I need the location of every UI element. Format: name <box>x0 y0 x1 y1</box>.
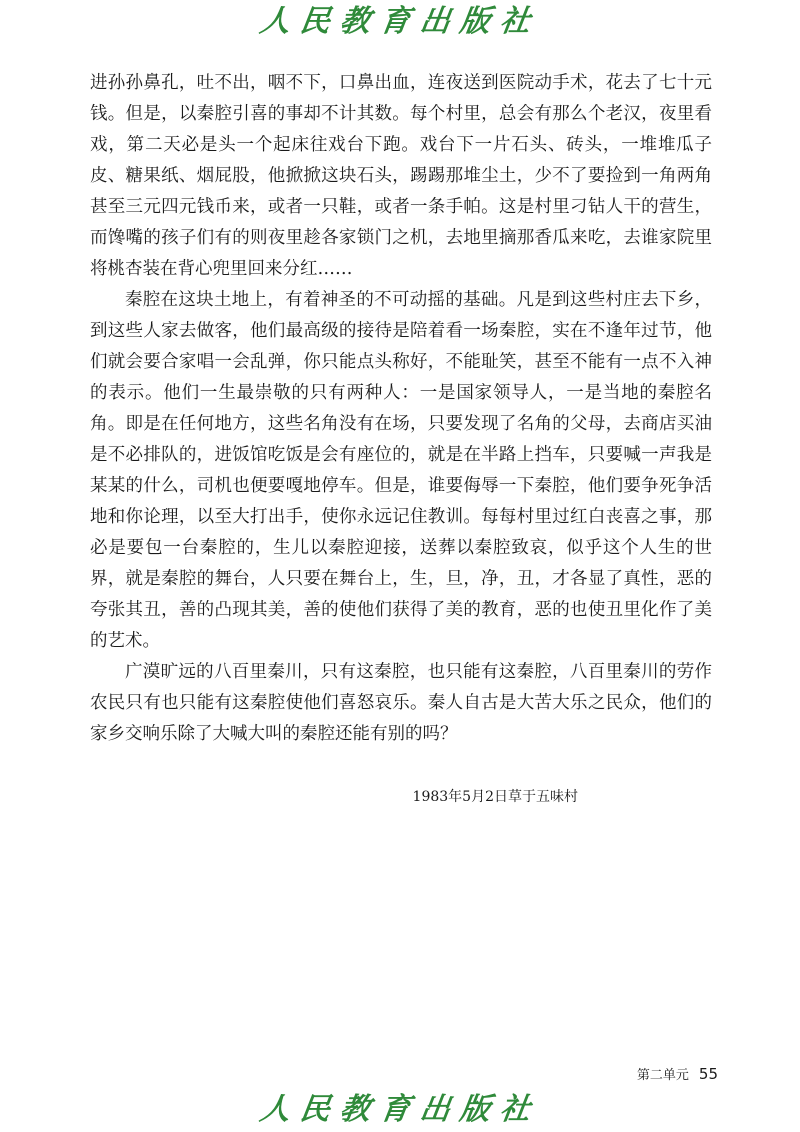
paragraph-1: 进孙孙鼻孔，吐不出，咽不下，口鼻出血，连夜送到医院动手术，花去了七十元钱。但是，以秦腔引喜的事却不计其数。每个村里，总会有那么个老汉，夜里看戏，第二天必是头一个起床往戏台下跑。戏台下一片石头、砖头，一堆堆瓜子皮、糖果纸、烟屁股，他掀掀这块石头，踢踢那堆尘土，少不了要捡到一角两角甚至三元四元钱币来，或者一只鞋，或者一条手帕。这是村里刁钻人干的营生，而馋嘴的孩子们有的则夜里趁各家锁门之机，去地里摘那香瓜来吃，去谁家院里将桃杏装在背心兜里回来分红…… <box>90 73 712 279</box>
unit-label: 第二单元 <box>636 1068 689 1083</box>
date-signoff: 1983年5月2日草于五味村 <box>412 789 578 805</box>
article-body <box>90 68 712 750</box>
page-footer <box>637 1062 718 1088</box>
paragraph-3: 广漠旷远的八百里秦川，只有这秦腔，也只能有这秦腔，八百里秦川的劳作农民只有也只能有这秦腔使他们喜怒哀乐。秦人自古是大苦大乐之民众，他们的家乡交响乐除了大喊大叫的秦腔还能有别的吗？ <box>90 662 712 744</box>
paragraph-2: 秦腔在这块土地上，有着神圣的不可动摇的基础。凡是到这些村庄去下乡，到这些人家去做客，他们最高级的接待是陪着看一场秦腔，实在不逢年过节，他们就会要合家唱一会乱弹，你只能点头称好，不能耻笑，甚至不能有一点不入神的表示。他们一生最崇敬的只有两种人：一是国家领导人，一是当地的秦腔名角。即是在任何地方，这些名角没有在场，只要发现了名角的父母，去商店买油是不必排队的，进饭馆吃饭是会有座位的，就是在半路上挡车，只要喊一声我是某某的什么，司机也便要嘎地停车。但是，谁要侮辱一下秦腔，他们要争死争活地和你论理，以至大打出手，使你永远记住教训。每每村里过红白丧喜之事，那必是要包一台秦腔的，生儿以秦腔迎接，送葬以秦腔致哀，似乎这个人生的世界，就是秦腔的舞台，人只要在舞台上，生，旦，净，丑，才各显了真性，恶的夸张其丑，善的凸现其美，善的使他们获得了美的教育，恶的也使丑里化作了美的艺术。 <box>90 290 712 651</box>
page-number: 55 <box>698 1065 718 1083</box>
publisher-footer-logo: 人民教育出版社 <box>257 1092 543 1127</box>
publisher-header-logo: 人民教育出版社 <box>257 4 543 39</box>
